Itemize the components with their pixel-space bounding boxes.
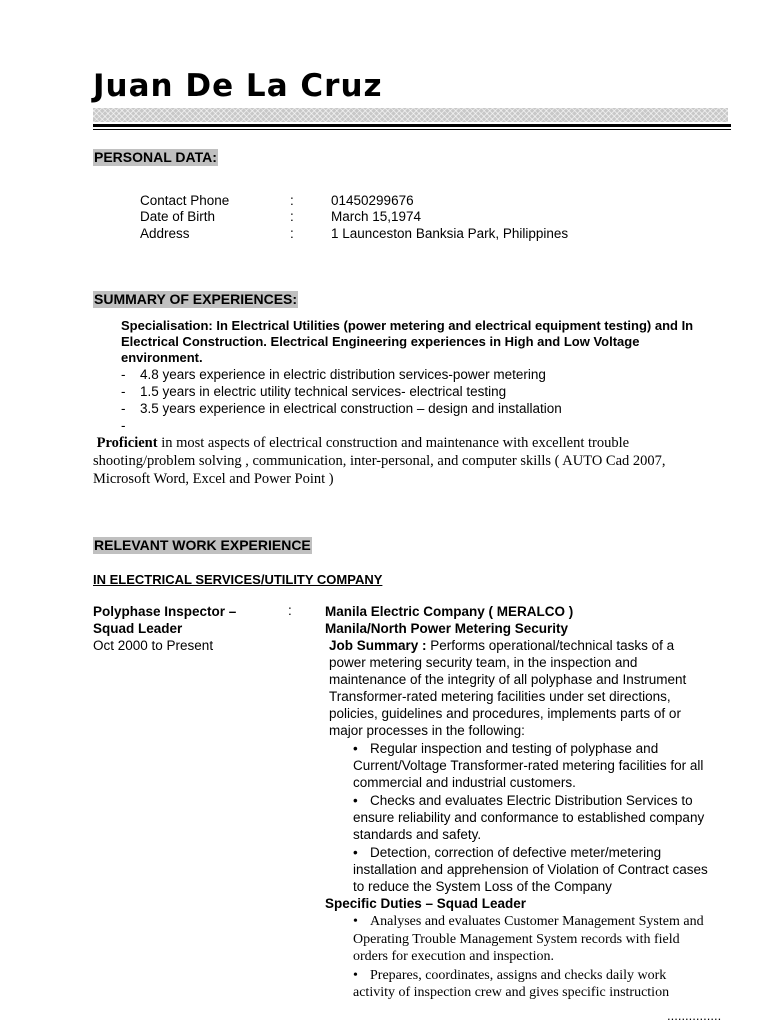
bullet-icon: • — [353, 914, 358, 929]
address-value: 1 Launceston Banksia Park, Philippines — [331, 226, 569, 241]
list-item: • Checks and evaluates Electric Distribution Services to ensure reliability and conformance to established company standards and safety. — [353, 793, 705, 842]
bullet-icon: • — [353, 845, 358, 860]
job-summary-text: Performs operational/technical tasks of a power metering security team, in the inspection and maintenance of the integrity of all polyphase and Instrument Transformer-rated metering facilities under set directions, policies, guidelines and procedures, implements parts of or major processes in the following: — [329, 638, 687, 738]
phone-label: Contact Phone — [140, 193, 230, 208]
address-colon: : — [290, 226, 294, 241]
proficiency-paragraph — [93, 434, 723, 488]
list-item: • Regular inspection and testing of polyphase and Current/Voltage Transformer-rated metering facilities for all commercial and industrial customers. — [353, 741, 704, 790]
bullet-icon: • — [353, 793, 358, 808]
birth-colon: : — [290, 209, 294, 224]
specialisation-text: Specialisation: In Electrical Utilities (power metering and electrical equipment testing) and In Electrical Construction. Electrical Engineering experiences in High and Low Voltage environment. — [121, 318, 694, 365]
header-rule-thin — [93, 129, 731, 130]
job-period: Oct 2000 to Present — [93, 638, 214, 653]
proficient-text: in most aspects of electrical construction and maintenance with excellent trouble shooting/problem solving , communication, inter-personal, and computer skills ( AUTO Cad 2007, Microsoft Word, Excel and Power Point ) — [93, 435, 666, 487]
birth-value: March 15,1974 — [331, 209, 422, 224]
list-item: - — [121, 418, 126, 433]
job-title-line2: Squad Leader — [93, 621, 183, 636]
header-rule-thick — [93, 124, 731, 127]
bullet-icon: • — [353, 967, 358, 983]
candidate-name: Juan De La Cruz — [93, 68, 383, 104]
bullet-icon: • — [353, 741, 358, 756]
work-subheading: IN ELECTRICAL SERVICES/UTILITY COMPANY — [93, 572, 383, 587]
continuation-dots: ............... — [667, 1008, 722, 1023]
work-heading: RELEVANT WORK EXPERIENCE — [94, 537, 311, 553]
summary-heading: SUMMARY OF EXPERIENCES: — [94, 291, 298, 307]
list-item: - 4.8 years experience in electric distribution services-power metering — [121, 367, 546, 382]
address-label: Address — [140, 226, 190, 241]
list-item: • Detection, correction of defective meter/metering installation and apprehension of Violation of Contract cases to reduce the System Loss of the Company — [353, 845, 708, 894]
header-pattern-bar — [93, 108, 728, 122]
phone-colon: : — [290, 193, 294, 208]
job-title-block — [93, 603, 293, 654]
experience-list — [121, 366, 721, 434]
job-summary-label: Job Summary : — [329, 638, 427, 653]
list-item: • Analyses and evaluates Customer Management System and Operating Trouble Management System records with field orders for execution and inspection. — [353, 914, 704, 964]
job-colon: : — [288, 603, 292, 618]
list-item: • Prepares, coordinates, assigns and checks daily work activity of inspection crew and gives specific instruction — [353, 967, 670, 1000]
job-summary — [329, 637, 709, 739]
personal-data-heading: PERSONAL DATA: — [94, 149, 217, 165]
job-detail-block — [325, 603, 715, 1002]
department-name: Manila/North Power Metering Security — [325, 621, 569, 636]
company-name: Manila Electric Company ( MERALCO ) — [325, 604, 574, 619]
duties-heading: Specific Duties – Squad Leader — [325, 896, 527, 911]
list-item: - 1.5 years in electric utility technical services- electrical testing — [121, 384, 507, 399]
job-title-line1: Polyphase Inspector – — [93, 604, 237, 619]
list-item: - 3.5 years experience in electrical construction – design and installation — [121, 401, 562, 416]
phone-value: 01450299676 — [331, 193, 414, 208]
birth-label: Date of Birth — [140, 209, 216, 224]
proficient-label: Proficient — [96, 435, 158, 451]
